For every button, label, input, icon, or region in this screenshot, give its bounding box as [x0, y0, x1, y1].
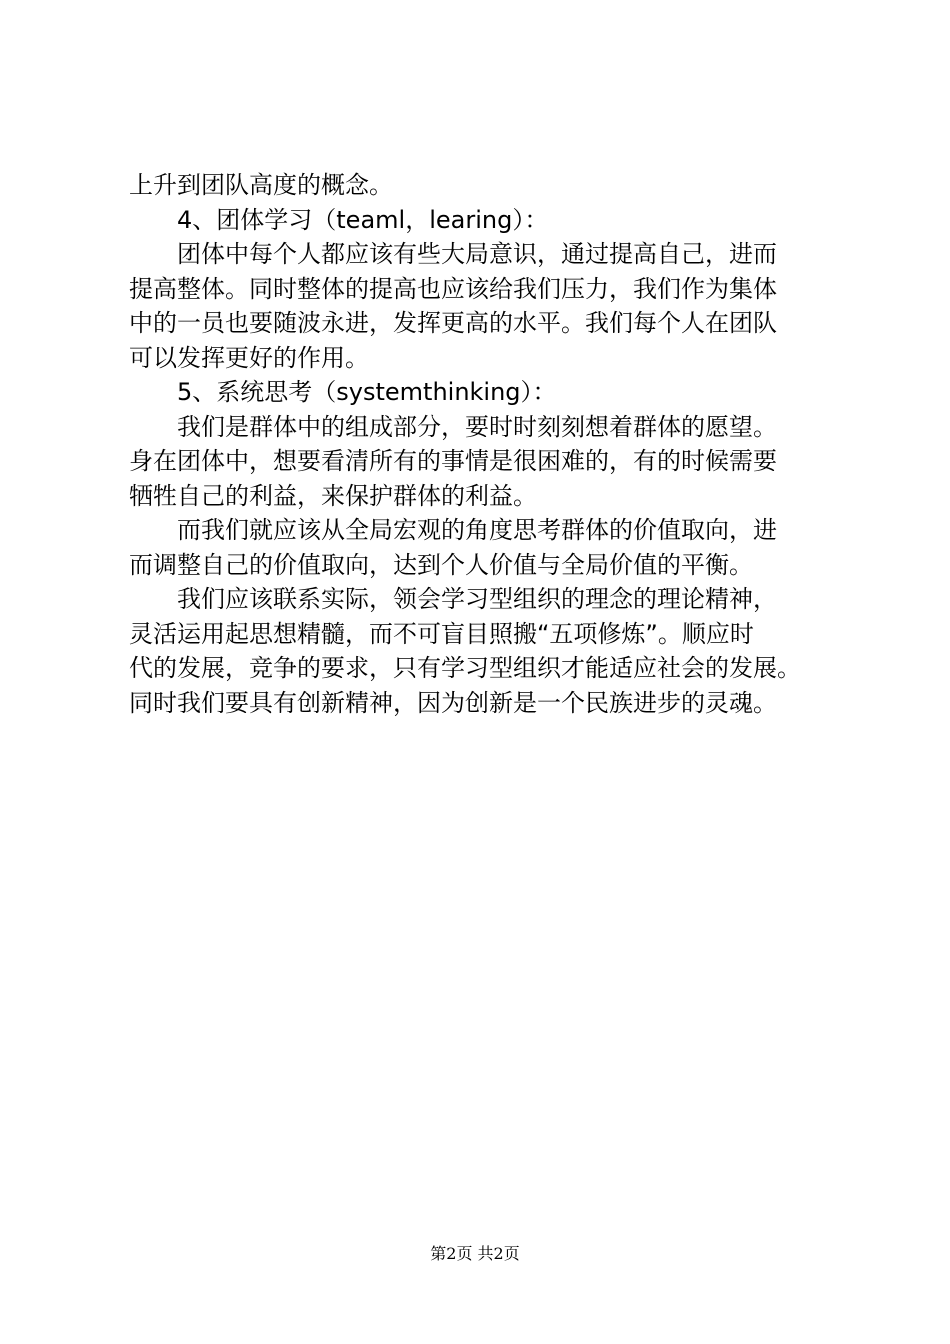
section-heading: 5、系统思考（systemthinking）： — [177, 378, 557, 406]
text-line: 上升到团队高度的概念。 — [129, 171, 393, 199]
text-line: 我们是群体中的组成部分，要时时刻刻想着群体的愿望。 — [177, 412, 777, 441]
text-line: 中的一员也要随波永进，发挥更高的水平。我们每个人在团队 — [129, 309, 777, 337]
document-body — [129, 168, 849, 720]
text-line: 而我们就应该从全局宏观的角度思考群体的价值取向，进 — [177, 516, 777, 544]
text-line: 提高整体。同时整体的提高也应该给我们压力，我们作为集体 — [129, 274, 777, 303]
text-line: 代的发展，竞争的要求，只有学习型组织才能适应社会的发展。 — [129, 654, 801, 682]
text-line: 我们应该联系实际，领会学习型组织的理念的理论精神， — [177, 585, 777, 613]
text-line: 同时我们要具有创新精神，因为创新是一个民族进步的灵魂。 — [129, 688, 777, 717]
page-footer — [0, 1244, 950, 1264]
text-line: 灵活运用起思想精髓，而不可盲目照搬“五项修炼”。顺应时 — [129, 619, 754, 648]
text-line: 可以发挥更好的作用。 — [129, 343, 369, 372]
section-heading: 4、团体学习（teaml，learing）： — [177, 205, 549, 234]
text-line: 身在团体中，想要看清所有的事情是很困难的，有的时候需要 — [129, 447, 777, 475]
page-number-label: 第2页 共2页 — [430, 1244, 520, 1263]
text-line: 牺牲自己的利益，来保护群体的利益。 — [129, 481, 537, 510]
text-line: 而调整自己的价值取向，达到个人价值与全局价值的平衡。 — [129, 550, 753, 579]
text-line: 团体中每个人都应该有些大局意识，通过提高自己，进而 — [177, 240, 777, 268]
